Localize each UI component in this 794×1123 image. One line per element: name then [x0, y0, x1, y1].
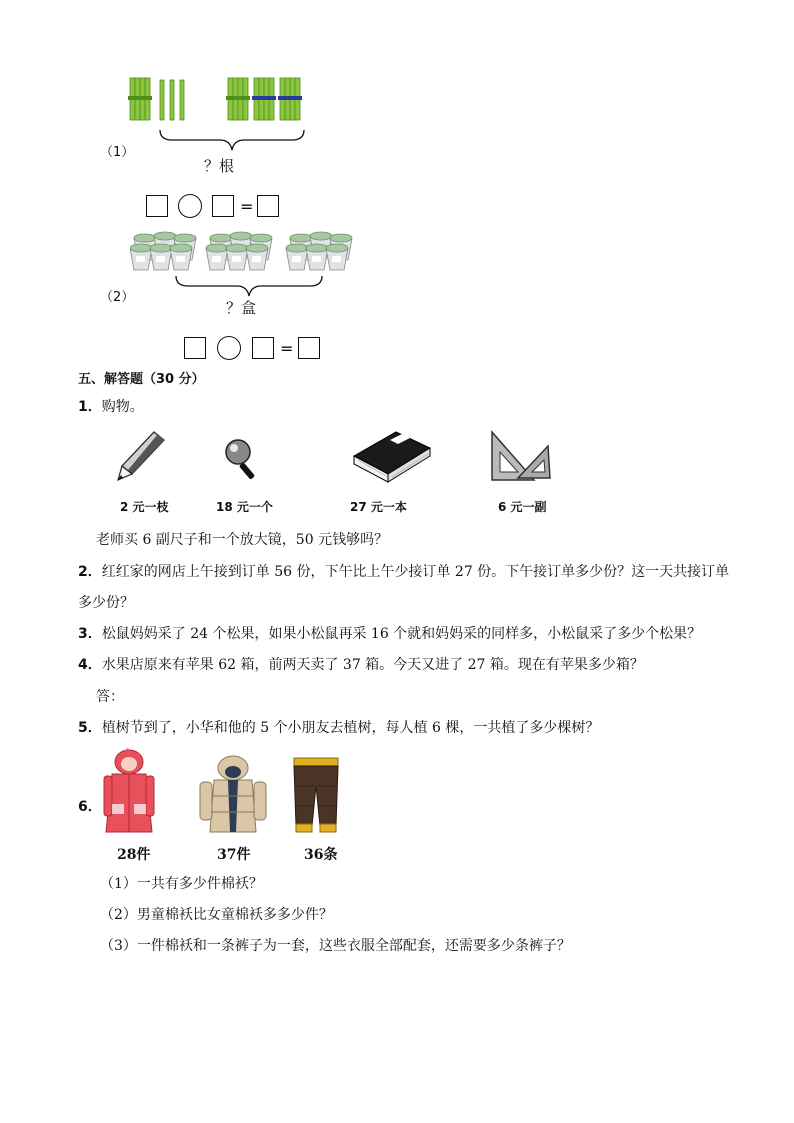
- single-stick: [170, 80, 174, 120]
- brace-label-boxes: ？盒: [226, 299, 257, 317]
- sub-question: （3）一件棉袄和一条裤子为一套，这些衣服全部配套，还需要多少条裤子？: [100, 938, 571, 954]
- price-label: 6 元一副: [498, 500, 547, 514]
- yogurt-pack: [130, 232, 196, 270]
- answer-box[interactable]: [298, 337, 320, 359]
- triangle-ruler-icon: [488, 428, 554, 484]
- stick-bundles-picture: [128, 76, 308, 124]
- question-4: [78, 654, 644, 674]
- yogurt-pack: [206, 232, 272, 270]
- brace: [174, 274, 324, 298]
- pencil-icon: [114, 428, 170, 484]
- yogurt-pack: [286, 232, 352, 270]
- price-label: 27 元一本: [350, 500, 407, 514]
- stick-bundle: [252, 78, 276, 120]
- magnifier-icon: [222, 438, 262, 484]
- pants-picture: [290, 756, 342, 834]
- question-text: 松鼠妈妈采了 24 个松果，如果小松鼠再采 16 个就和妈妈采的同样多，小松鼠采了多少个松果？: [101, 626, 702, 642]
- question-number: 6．: [78, 799, 102, 815]
- answer-box[interactable]: [252, 337, 274, 359]
- answer-box[interactable]: [146, 195, 168, 217]
- boys-coat-picture: [196, 754, 270, 834]
- part1-label: （1）: [100, 145, 135, 160]
- equals-sign: =: [280, 339, 294, 358]
- question-number: 5．: [78, 720, 102, 736]
- sub-question: （2）男童棉袄比女童棉袄多多少件？: [100, 907, 333, 923]
- price-label: 2 元一枝: [120, 500, 169, 514]
- question-number: 4．: [78, 657, 102, 673]
- stick-bundle: [278, 78, 302, 120]
- question-number: 3．: [78, 626, 102, 642]
- question-5: [78, 717, 599, 737]
- part2-label: （2）: [100, 290, 135, 305]
- single-stick: [160, 80, 164, 120]
- brace-label-sticks: ？根: [204, 157, 235, 175]
- operator-circle[interactable]: [178, 194, 202, 218]
- question-2-continued: 多少份？: [78, 595, 134, 611]
- yogurt-packs-picture: [130, 226, 362, 274]
- item-caption: 28件: [117, 847, 151, 863]
- answer-box[interactable]: [184, 337, 206, 359]
- section-title: 五、解答题（30 分）: [78, 372, 205, 387]
- question-text: 水果店原来有苹果 62 箱，前两天卖了 37 箱。今天又进了 27 箱。现在有苹果多少箱？: [101, 657, 644, 673]
- question-text: 红红家的网店上午接到订单 56 份，下午比上午少接订单 27 份。下午接订单多少份？这一天共接订单: [101, 564, 730, 580]
- answer-box[interactable]: [257, 195, 279, 217]
- book-icon: [350, 428, 434, 484]
- question-text: 购物。: [101, 399, 144, 415]
- question-number: 2．: [78, 564, 102, 580]
- sub-question: （1）一共有多少件棉袄？: [100, 876, 263, 892]
- equals-sign: =: [240, 197, 254, 216]
- question-1: [78, 396, 144, 416]
- stick-bundle: [226, 78, 250, 120]
- answer-box[interactable]: [212, 195, 234, 217]
- single-stick: [180, 80, 184, 120]
- question-2: [78, 561, 729, 581]
- price-label: 18 元一个: [216, 500, 273, 514]
- item-caption: 36条: [304, 847, 338, 863]
- girls-coat-picture: [98, 748, 160, 834]
- question-number: 1．: [78, 399, 102, 415]
- operator-circle[interactable]: [217, 336, 241, 360]
- question-1-prompt: 老师买 6 副尺子和一个放大镜，50 元钱够吗？: [96, 532, 389, 548]
- stick-bundle: [128, 78, 152, 120]
- question-text: 植树节到了，小华和他的 5 个小朋友去植树，每人植 6 棵，一共植了多少棵树？: [101, 720, 600, 736]
- brace: [158, 128, 306, 152]
- answer-label: 答：: [96, 689, 124, 705]
- question-3: [78, 623, 701, 643]
- item-caption: 37件: [217, 847, 251, 863]
